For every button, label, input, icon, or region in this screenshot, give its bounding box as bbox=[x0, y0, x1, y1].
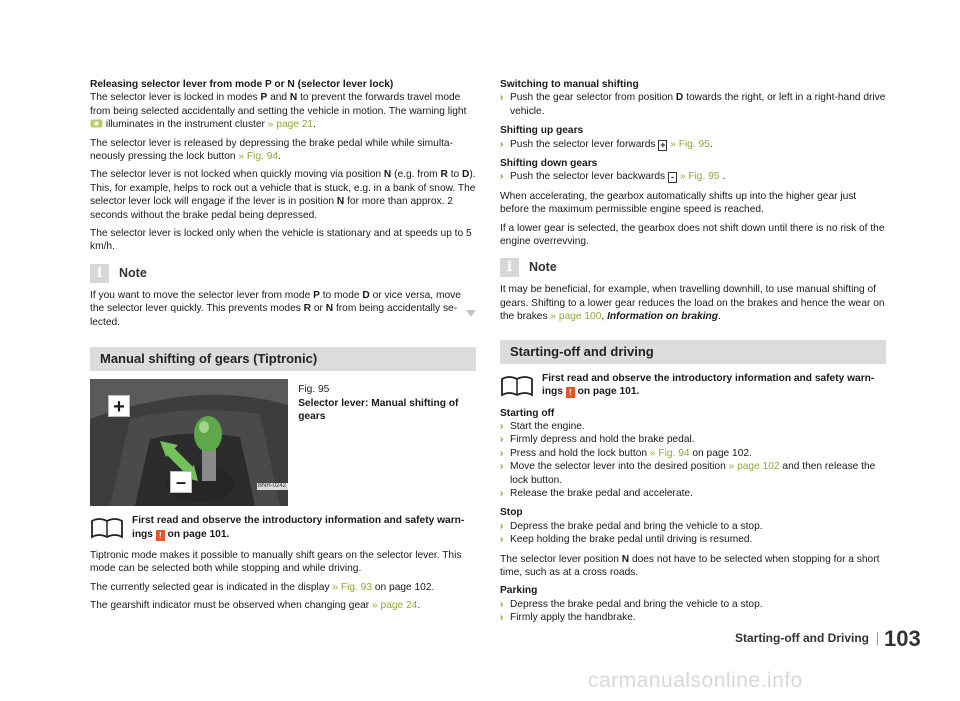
figure-image bbox=[90, 379, 288, 506]
book-icon bbox=[90, 515, 124, 539]
list-item: › Release the brake pedal and accelerate. bbox=[500, 487, 693, 499]
minus-label: – bbox=[170, 471, 192, 493]
plus-key-icon: + bbox=[660, 139, 666, 150]
link-page-21[interactable]: » page 21 bbox=[267, 119, 314, 131]
list-item: › Press and hold the lock button » Fig. 94 on page 102. bbox=[500, 447, 752, 459]
list-item: › Push the selector lever backwards - » Fig. 95 . bbox=[500, 171, 726, 183]
plus-label: + bbox=[108, 395, 130, 417]
link-page-102[interactable]: » page 102 bbox=[728, 461, 780, 473]
list-item: › Push the selector lever forwards + » Fig. 95. bbox=[500, 138, 713, 150]
subheading-park: Parking bbox=[500, 585, 538, 597]
note-title: Note bbox=[119, 265, 147, 280]
subheading-switch: Switching to manual shifting bbox=[500, 79, 639, 90]
warning-light-icon bbox=[90, 119, 103, 128]
watermark: carmanualsonline.info bbox=[588, 669, 803, 692]
warning-icon: ! bbox=[566, 387, 575, 398]
link-page-24[interactable]: » page 24 bbox=[372, 600, 418, 612]
link-fig-94[interactable]: » Fig. 94 bbox=[649, 447, 690, 459]
list-item: › Depress the brake pedal and bring the vehicle to a stop. bbox=[500, 598, 763, 610]
paragraph: Tiptronic mode makes it possible to manually shift gears on the selector lever. This mode can be selected both while stopping and while driving. bbox=[90, 549, 462, 575]
list-item: › Move the selector lever into the desired position » page 102 and then release the lock button. bbox=[500, 461, 876, 486]
figure-number: Fig. 95 bbox=[298, 384, 330, 396]
section-title-starting: Starting-off and driving bbox=[500, 340, 886, 364]
link-page-100[interactable]: » page 100 bbox=[550, 311, 602, 323]
figure-code: BNH-0242 bbox=[258, 483, 287, 490]
read-first-notice: First read and observe the introductory information and safety warn-ings ! on page 101. bbox=[90, 514, 476, 541]
subsection-heading-lock: Releasing selector lever from mode P or N (selector lever lock) bbox=[90, 79, 394, 90]
paragraph: The selector lever position N does not have to be selected when stopping for a short time, such as at a cross roads. bbox=[500, 553, 880, 578]
minus-key-icon: - bbox=[668, 172, 677, 183]
info-icon: i bbox=[500, 258, 519, 277]
subheading-start: Starting off bbox=[500, 407, 555, 419]
book-icon bbox=[500, 373, 534, 397]
subheading-up: Shifting up gears bbox=[500, 125, 584, 137]
note-header bbox=[90, 264, 476, 283]
subheading-down: Shifting down gears bbox=[500, 158, 598, 170]
link-fig-94[interactable]: » Fig. 94 bbox=[238, 151, 279, 163]
footer-section: Starting-off and Driving bbox=[735, 631, 869, 645]
figure-caption-text: Selector lever: Manual shifting of gears bbox=[298, 397, 459, 422]
info-icon: i bbox=[90, 264, 109, 283]
list-item: › Start the engine. bbox=[500, 420, 585, 432]
right-column bbox=[500, 78, 886, 625]
subheading-stop: Stop bbox=[500, 507, 523, 519]
paragraph: The selector lever is not locked when quickly moving via position N (e.g. from R to D). This, for example, helps to rock out a vehicle that is stuck, e.g. in a bank of snow. The selector lever lock will engage if the lever is in position N for more than approx. 2 seconds without the brake pedal being depressed. bbox=[90, 169, 476, 221]
page-number: 103 bbox=[877, 632, 921, 645]
end-marker-icon bbox=[466, 310, 476, 317]
paragraph: The currently selected gear is indicated in the display » Fig. 93 on page 102. bbox=[90, 581, 435, 593]
left-column bbox=[90, 78, 476, 618]
note-header bbox=[500, 258, 886, 277]
list-item: › Firmly depress and hold the brake pedal. bbox=[500, 434, 695, 446]
list-item: › Push the gear selector from position D towards the right, or left in a right-hand drive vehicle. bbox=[500, 92, 886, 117]
link-fig-93[interactable]: » Fig. 93 bbox=[332, 581, 373, 593]
read-first-notice: First read and observe the introductory information and safety warn-ings ! on page 101. bbox=[500, 372, 886, 399]
list-item: › Keep holding the brake pedal until driving is resumed. bbox=[500, 534, 753, 546]
paragraph: The selector lever is released by depressing the brake pedal while while simulta-neously pressing the lock button » Fig. 94. bbox=[90, 137, 453, 163]
warning-icon: ! bbox=[156, 530, 165, 541]
list-item: › Depress the brake pedal and bring the vehicle to a stop. bbox=[500, 520, 763, 532]
note-text: If you want to move the selector lever from mode P to mode D or vice versa, move the selector lever quickly. This prevents modes R or N from being accidentally se-lected. bbox=[90, 289, 476, 329]
link-fig-95[interactable]: » Fig. 95 bbox=[670, 138, 710, 150]
paragraph: If a lower gear is selected, the gearbox does not shift down until there is no risk of the engine overrevving. bbox=[500, 222, 885, 248]
figure-caption bbox=[298, 379, 476, 506]
section-title-tiptronic: Manual shifting of gears (Tiptronic) bbox=[90, 347, 476, 371]
paragraph: The selector lever is locked in modes P and N to prevent the forwards travel mode from being selected accidentally and setting the vehicle in motion. The warning light illuminates in the instrument cluster » page 21. bbox=[90, 92, 467, 131]
link-fig-95[interactable]: » Fig. 95 bbox=[679, 171, 720, 183]
paragraph: When accelerating, the gearbox automatically shifts up into the higher gear just before the maximum permissible engine speed is reached. bbox=[500, 190, 857, 216]
note-text: It may be beneficial, for example, when travelling downhill, to use manual shifting of gears. Shifting to a lower gear reduces the load on the brakes and hence the wear on the brakes » page 100, Information on braking. bbox=[500, 284, 885, 323]
note-title: Note bbox=[529, 260, 557, 275]
paragraph: The gearshift indicator must be observed when changing gear » page 24. bbox=[90, 600, 421, 612]
list-item: › Firmly apply the handbrake. bbox=[500, 612, 636, 624]
figure-95 bbox=[90, 379, 476, 506]
paragraph: The selector lever is locked only when the vehicle is stationary and at speeds up to 5 km/h. bbox=[90, 228, 472, 253]
page-footer bbox=[735, 626, 921, 651]
